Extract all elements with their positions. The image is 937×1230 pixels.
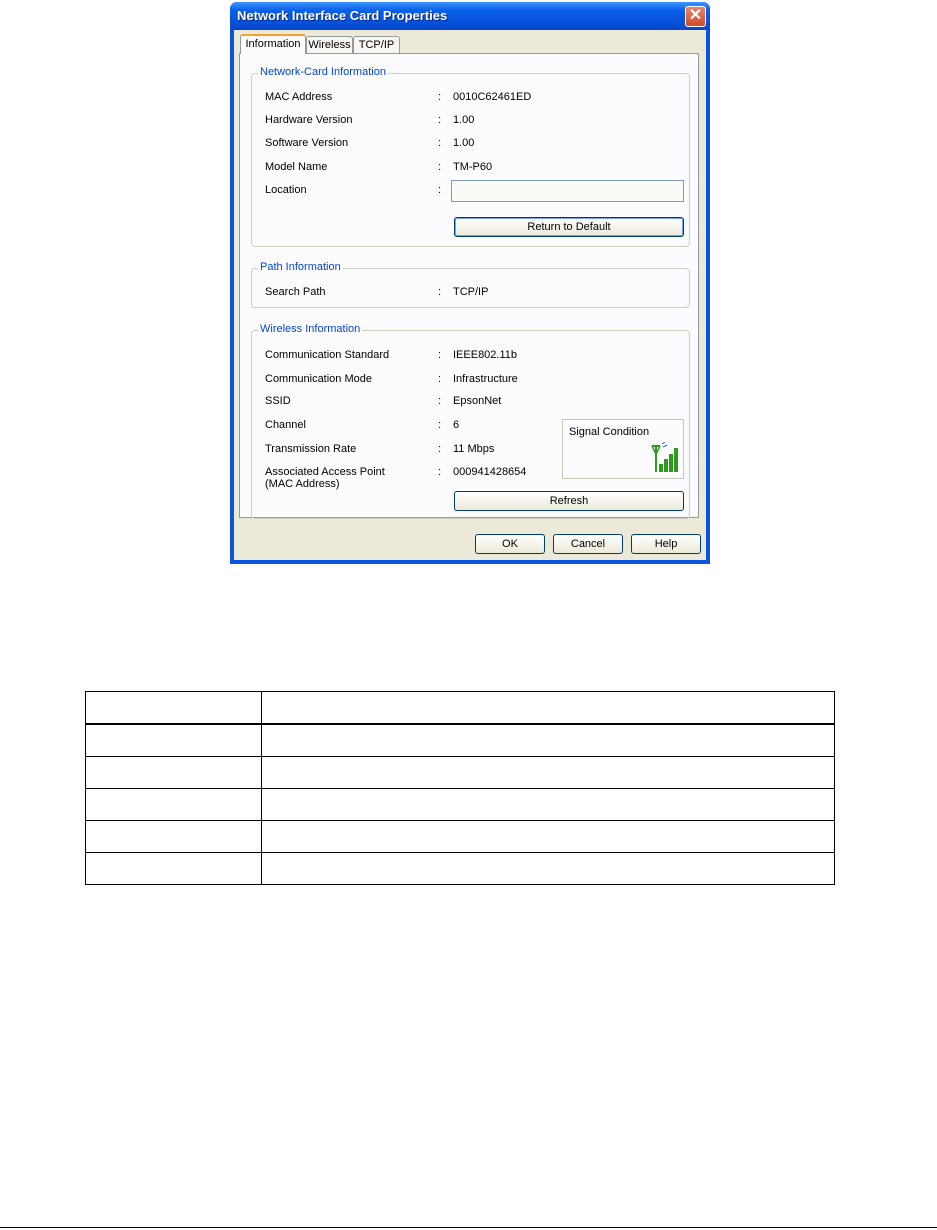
window-title: Network Interface Card Properties (237, 8, 448, 23)
location-colon: : (438, 184, 442, 196)
signal-condition-label: Signal Condition (569, 426, 650, 438)
table-row (86, 821, 835, 853)
ssid-colon: : (438, 395, 442, 407)
signal-strength-icon (649, 442, 681, 474)
table-cell (262, 692, 835, 725)
wireless-info-group (251, 323, 690, 519)
table-header-row (86, 692, 835, 725)
table-cell (86, 789, 262, 821)
network-card-group (251, 66, 690, 247)
tab-information-label: Information (245, 38, 301, 50)
properties-dialog (230, 2, 710, 564)
path-info-group-title: Path Information (260, 261, 341, 273)
table-cell (262, 757, 835, 789)
mac-address-colon: : (438, 91, 442, 103)
location-label: Location (265, 184, 307, 196)
communication-mode-value: Infrastructure (453, 373, 518, 385)
close-button[interactable] (685, 6, 706, 27)
ssid-label: SSID (265, 395, 291, 407)
mac-address-label: MAC Address (265, 91, 333, 103)
access-point-value: 000941428654 (453, 466, 527, 478)
page-bottom-rule (0, 1227, 937, 1228)
help-button[interactable] (631, 534, 701, 554)
communication-mode-colon: : (438, 373, 442, 385)
hardware-version-value: 1.00 (453, 114, 475, 126)
search-path-label: Search Path (265, 286, 326, 298)
information-tab-panel (239, 53, 699, 518)
ssid-value: EpsonNet (453, 395, 502, 407)
empty-table (85, 691, 835, 885)
tab-wireless-label: Wireless (308, 39, 351, 51)
software-version-value: 1.00 (453, 137, 475, 149)
communication-mode-label: Communication Mode (265, 373, 372, 385)
table-cell (262, 853, 835, 885)
software-version-label: Software Version (265, 137, 349, 149)
hardware-version-label: Hardware Version (265, 114, 353, 126)
transmission-rate-value: 11 Mbps (453, 443, 495, 455)
cancel-label: Cancel (570, 538, 606, 550)
channel-colon: : (438, 419, 442, 431)
communication-standard-colon: : (438, 349, 442, 361)
channel-value: 6 (453, 419, 460, 431)
communication-standard-label: Communication Standard (265, 349, 390, 361)
help-label: Help (654, 538, 678, 550)
tab-tcpip[interactable] (353, 36, 400, 53)
table-cell (262, 789, 835, 821)
mac-address-value: 0010C62461ED (453, 91, 532, 103)
title-bar[interactable] (230, 2, 710, 30)
table-cell (262, 724, 835, 757)
table-cell (86, 757, 262, 789)
close-icon: ✕ (688, 7, 703, 24)
table-row (86, 757, 835, 789)
software-version-colon: : (438, 137, 442, 149)
model-name-colon: : (438, 161, 442, 173)
access-point-colon: : (438, 466, 442, 478)
search-path-colon: : (438, 286, 442, 298)
model-name-value: TM-P60 (453, 161, 493, 173)
table-row (86, 853, 835, 885)
transmission-rate-colon: : (438, 443, 442, 455)
table-cell (86, 853, 262, 885)
tab-information[interactable] (240, 34, 306, 54)
refresh-button[interactable] (454, 491, 684, 511)
communication-standard-value: IEEE802.11b (453, 349, 518, 361)
hardware-version-colon: : (438, 114, 442, 126)
model-name-label: Model Name (265, 161, 328, 173)
table-cell (86, 821, 262, 853)
table-row (86, 789, 835, 821)
path-info-group (251, 261, 690, 308)
return-to-default-button[interactable] (454, 217, 684, 237)
dialog-client-area (234, 30, 706, 560)
ok-label: OK (502, 538, 518, 550)
table-cell (86, 724, 262, 757)
table-cell (86, 692, 262, 725)
channel-label: Channel (265, 419, 306, 431)
return-to-default-label: Return to Default (527, 221, 611, 233)
tab-wireless[interactable] (306, 36, 353, 53)
search-path-value: TCP/IP (453, 286, 489, 298)
transmission-rate-label: Transmission Rate (265, 443, 357, 455)
cancel-button[interactable] (553, 534, 623, 554)
location-field[interactable] (451, 180, 684, 202)
table-row (86, 724, 835, 757)
tab-tcpip-label: TCP/IP (358, 39, 395, 51)
signal-condition-box (562, 419, 684, 479)
ok-button[interactable] (475, 534, 545, 554)
access-point-label: Associated Access Point (MAC Address) (265, 466, 385, 490)
wireless-info-group-title: Wireless Information (260, 323, 361, 335)
network-card-group-title: Network-Card Information (260, 66, 386, 78)
refresh-label: Refresh (549, 495, 589, 507)
table-cell (262, 821, 835, 853)
